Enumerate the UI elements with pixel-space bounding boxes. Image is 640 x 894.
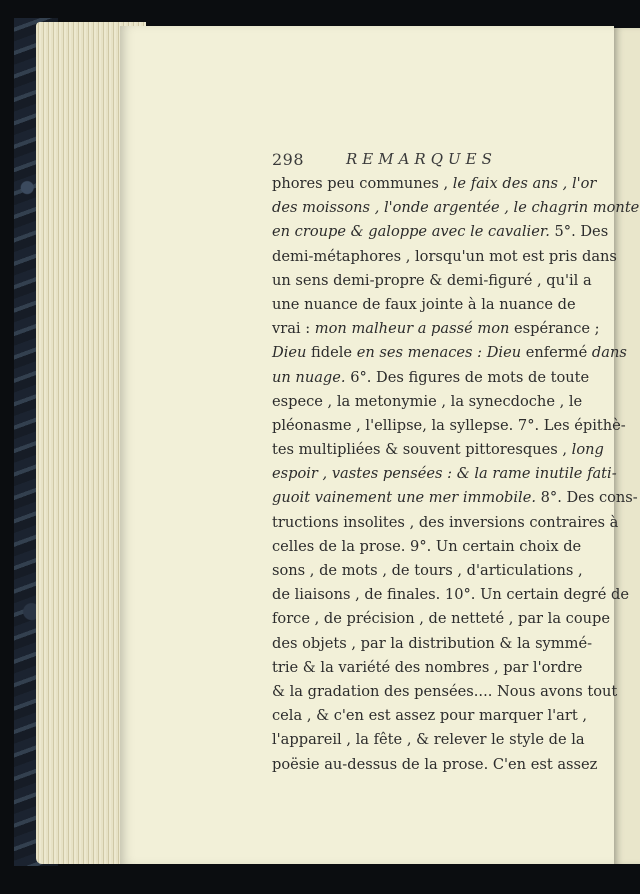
text-run: l'appareil , la fête , & relever le style de la	[272, 731, 585, 749]
text-run: des objets , par la distribution & la symmé-	[272, 634, 593, 652]
page-header	[272, 146, 572, 172]
italic-text: le faix des ans , l'or	[452, 175, 597, 192]
text-line	[272, 414, 626, 438]
italic-text: en croupe & galoppe avec le cavalier.	[272, 223, 550, 241]
text-run: espece , la metonymie , la synecdoche , le	[272, 392, 583, 410]
body-text	[272, 172, 640, 777]
text-line	[272, 753, 598, 777]
text-run: poësie au-dessus de la prose. C'en est assez	[272, 755, 598, 773]
text-line	[272, 462, 617, 486]
italic-text: long	[571, 441, 604, 459]
text-run: vrai :	[272, 320, 315, 338]
text-run: celles de la prose. 9°. Un certain choix de	[272, 537, 582, 555]
italic-text: Dieu	[272, 344, 307, 362]
page-number: 298	[272, 150, 305, 169]
text-line	[272, 172, 597, 196]
text-line	[272, 511, 619, 535]
text-run: phores peu communes ,	[272, 175, 453, 192]
text-run: demi-métaphores , lorsqu'un mot est pris dans	[272, 247, 617, 265]
italic-text: guoit vainement une mer immobile.	[272, 489, 536, 507]
text-line	[272, 269, 592, 293]
text-line	[272, 583, 630, 607]
text-line	[272, 656, 583, 680]
text-run: sons , de mots , de tours , d'articulations ,	[272, 562, 583, 579]
text-run: 6°. Des figures de mots de toute	[345, 368, 590, 386]
text-line	[272, 680, 618, 704]
text-line	[272, 317, 600, 341]
italic-text: dans	[591, 344, 627, 362]
italic-text: en ses menaces : Dieu	[356, 344, 522, 362]
text-run: tes multipliées & souvent pittoresques ,	[272, 441, 572, 459]
text-line	[272, 559, 583, 583]
text-line	[272, 535, 582, 559]
text-line	[272, 607, 611, 631]
text-line	[272, 196, 640, 220]
text-run: 5°. Des	[549, 223, 609, 241]
text-run: une nuance de faux jointe à la nuance de	[272, 295, 576, 313]
text-run: force , de précision , de netteté , par la coupe	[272, 610, 611, 628]
text-line	[272, 366, 590, 390]
text-line	[272, 632, 593, 656]
text-line	[272, 438, 604, 462]
text-run: tructions insolites , des inversions contraires à	[272, 513, 619, 531]
italic-text: mon malheur a passé mon	[314, 320, 510, 338]
text-run: trie & la variété des nombres , par l'ordre	[272, 658, 583, 676]
text-line	[272, 390, 583, 414]
text-run: & la gradation des pensées.... Nous avons tout	[272, 682, 618, 700]
text-line	[272, 728, 585, 752]
facing-page-edge	[614, 28, 640, 864]
text-line	[272, 220, 609, 244]
text-run: espérance ;	[509, 320, 600, 338]
text-line	[272, 245, 617, 269]
text-run: enfermé	[521, 344, 592, 362]
text-line	[272, 293, 576, 317]
italic-text: espoir , vastes pensées : & la rame inutile fati-	[272, 465, 617, 483]
text-line	[272, 704, 588, 728]
italic-text: des moissons , l'onde argentée , le chagrin monte	[272, 199, 640, 217]
text-run: un sens demi-propre & demi-figuré , qu'il a	[272, 271, 592, 289]
italic-text: un nuage.	[272, 368, 346, 386]
text-line	[272, 341, 627, 365]
text-run: cela , & c'en est assez pour marquer l'art ,	[272, 707, 588, 725]
text-run: 8°. Des cons-	[535, 489, 638, 507]
text-run: de liaisons , de finales. 10°. Un certain degré de	[272, 586, 630, 604]
text-line	[272, 486, 638, 510]
running-head: REMARQUES	[346, 150, 497, 168]
text-run: pléonasme , l'ellipse, la syllepse. 7°. Les épithè-	[272, 416, 626, 434]
text-run: fidele	[306, 344, 357, 362]
